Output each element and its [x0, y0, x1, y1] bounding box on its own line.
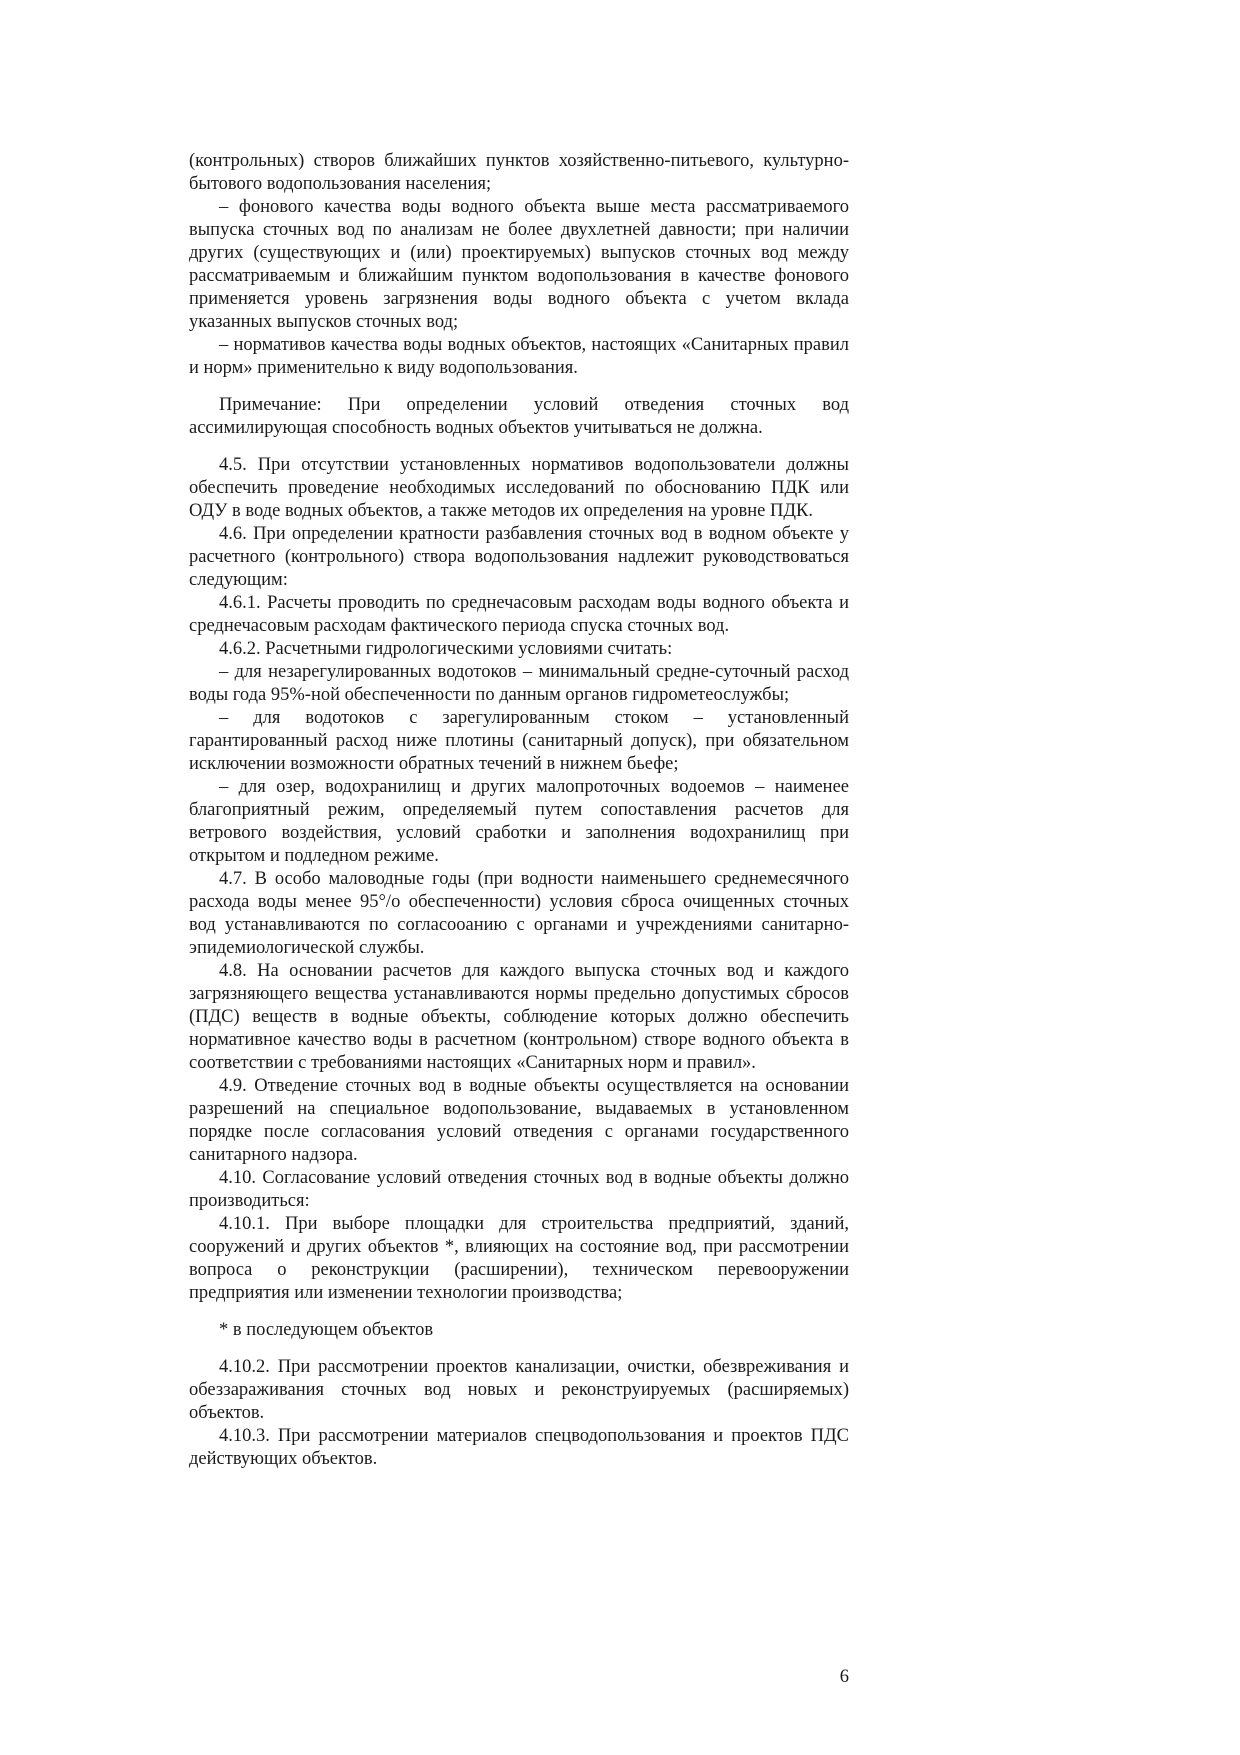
- paragraph-4-9: 4.9. Отведение сточных вод в водные объекты осуществляется на основании разрешений на специальное водопользование, выдаваемых в установленном порядке после согласования условий отведения с органами государственного санитарного надзора.: [189, 1076, 849, 1165]
- paragraph-4-6-1: 4.6.1. Расчеты проводить по среднечасовым расходам воды водного объекта и среднечасовым расходам фактического периода спуска сточных вод.: [189, 593, 849, 636]
- paragraph-lakes-reservoirs: – для озер, водохранилищ и других малопроточных водоемов – наименее благоприятный режим, определяемый путем сопоставления расчетов для ветрового воздействия, условий сработки и заполнения водохранилищ при открытом и подледном режиме.: [189, 777, 849, 866]
- paragraph-background-quality: – фонового качества воды водного объекта выше места рассматриваемого выпуска сточных вод по анализам не более двухлетней давности; при наличии других (существующих и (или) проектируемых) выпусков сточных вод между рассматриваемым и ближайшим пунктом водопользования в качестве фонового применяется уровень загрязнения воды водного объекта с учетом вклада указанных выпусков сточных вод;: [189, 197, 849, 332]
- paragraph-4-7: 4.7. В особо маловодные годы (при водности наименьшего среднемесячного расхода воды менее 95°/о обеспеченности) условия сброса очищенных сточных вод устанавливаются по согласооанию с органами и учреждениями санитарно-эпидемиологической службы.: [189, 869, 849, 958]
- footnote: * в последующем объектов: [219, 1320, 434, 1340]
- paragraph-note: Примечание: При определении условий отведения сточных вод ассимилирующая способность водных объектов учитываться не должна.: [189, 395, 849, 438]
- paragraph-4-6: 4.6. При определении кратности разбавления сточных вод в водном объекте у расчетного (контрольного) створа водопользования надлежит руководствоваться следующим:: [189, 524, 849, 590]
- paragraph-control-sections: (контрольных) створов ближайших пунктов хозяйственно-питьевого, культурно-бытового водопользования населения;: [189, 151, 849, 194]
- document-body: [189, 150, 849, 1471]
- paragraph-4-6-2: 4.6.2. Расчетными гидрологическими условиями считать:: [219, 639, 673, 659]
- paragraph-4-8: 4.8. На основании расчетов для каждого выпуска сточных вод и каждого загрязняющего вещества устанавливаются нормы предельно допустимых сбросов (ПДС) веществ в водные объекты, соблюдение которых должно обеспечить нормативное качество воды в расчетном (контрольном) створе водного объекта в соответствии с требованиями настоящих «Санитарных норм и правил».: [189, 961, 849, 1073]
- paragraph-4-10-3: 4.10.3. При рассмотрении материалов спецводопользования и проектов ПДС действующих объектов.: [189, 1426, 849, 1469]
- paragraph-unregulated-streams: – для незарегулированных водотоков – минимальный средне-суточный расход воды года 95%-ной обеспеченности по данным органов гидрометеослужбы;: [189, 662, 849, 705]
- paragraph-4-5: 4.5. При отсутствии установленных нормативов водопользователи должны обеспечить проведение необходимых исследований по обоснованию ПДК или ОДУ в воде водных объектов, а также методов их определения на уровне ПДК.: [189, 455, 849, 521]
- paragraph-4-10-2: 4.10.2. При рассмотрении проектов канализации, очистки, обезвреживания и обеззараживания сточных вод новых и реконструируемых (расширяемых) объектов.: [189, 1357, 849, 1423]
- paragraph-regulated-streams: – для водотоков с зарегулированным стоком – установленный гарантированный расход ниже плотины (санитарный допуск), при обязательном исключении возможности обратных течений в нижнем бьефе;: [189, 708, 849, 774]
- page-number: 6: [839, 1667, 849, 1687]
- paragraph-4-10-1: 4.10.1. При выборе площадки для строительства предприятий, зданий, сооружений и других объектов *, влияющих на состояние вод, при рассмотрении вопроса о реконструкции (расширении), техническом перевооружении предприятия или изменении технологии производства;: [189, 1214, 849, 1303]
- paragraph-4-10: 4.10. Согласование условий отведения сточных вод в водные объекты должно производиться:: [189, 1168, 849, 1211]
- paragraph-quality-standards: – нормативов качества воды водных объектов, настоящих «Санитарных правил и норм» применительно к виду водопользования.: [189, 335, 849, 378]
